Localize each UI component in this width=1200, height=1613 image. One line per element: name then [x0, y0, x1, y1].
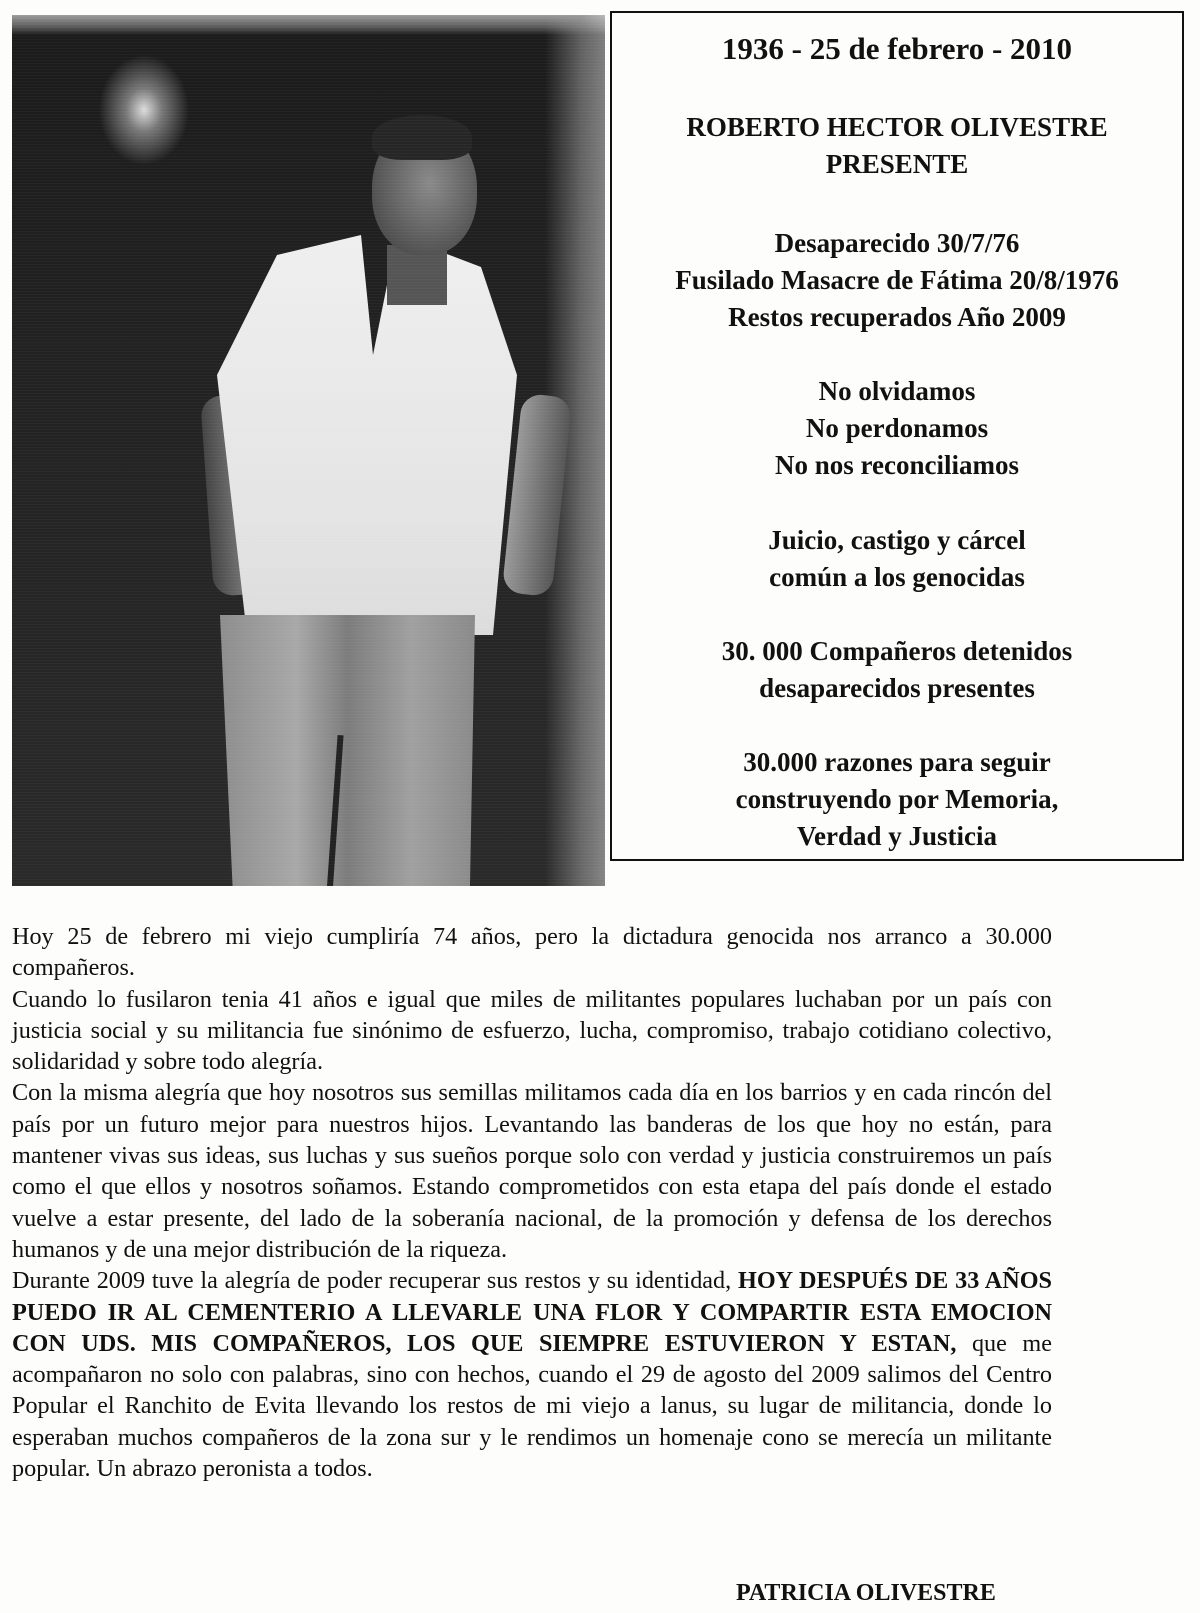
letter-final-emphasis: HOY DESPUÉS DE 33 AÑOS PUEDO IR AL CEMENTERIO A LLEVARLE UNA FLOR Y COMPARTIR ESTA EMOCION CON UDS. MIS COMPAÑEROS, LOS QUE SIEMPRE ESTUVIERON Y ESTAN,	[12, 1267, 1052, 1357]
photo-trousers	[220, 615, 475, 886]
razones-line: Verdad y Justicia	[796, 821, 998, 851]
letter-final-intro: Durante 2009 tuve la alegría de poder recuperar sus restos y su identidad,	[12, 1267, 738, 1295]
letter-signature: PATRICIA OLIVESTRE	[736, 1580, 996, 1606]
memorial-justice-block	[612, 522, 1182, 596]
justice-line: común a los genocidas	[769, 562, 1025, 592]
photo-white-shirt	[217, 235, 517, 635]
companeros-line: 30. 000 Compañeros detenidos	[721, 636, 1073, 666]
status-desaparecido: Desaparecido 30/7/76	[774, 228, 1020, 258]
memorial-box	[610, 11, 1184, 861]
memorial-dates: 1936 - 25 de febrero - 2010	[721, 31, 1073, 66]
memorial-razones-block	[612, 744, 1182, 855]
status-fusilado: Fusilado Masacre de Fátima 20/8/1976	[675, 265, 1119, 295]
letter-paragraph-final	[12, 1265, 1052, 1484]
memorial-status-block	[612, 225, 1182, 336]
slogan-line: No nos reconciliamos	[775, 450, 1019, 480]
memorial-name: ROBERTO HECTOR OLIVESTRE	[686, 112, 1108, 142]
memorial-companeros-block	[612, 633, 1182, 707]
slogan-line: No perdonamos	[805, 413, 989, 443]
photo-hair	[372, 115, 472, 160]
razones-line: construyendo por Memoria,	[735, 784, 1059, 814]
memorial-presente: PRESENTE	[825, 149, 969, 179]
justice-line: Juicio, castigo y cárcel	[768, 525, 1026, 555]
companeros-line: desaparecidos presentes	[759, 673, 1035, 703]
memorial-slogan-block	[612, 373, 1182, 484]
slogan-line: No olvidamos	[818, 376, 976, 406]
memorial-name-block	[612, 109, 1182, 183]
portrait-photo	[12, 15, 605, 886]
photo-tape-edge	[12, 15, 605, 35]
letter-final-rest: que me acompañaron no solo con palabras, sino con hechos, cuando el 29 de agosto del 2009 salimos del Centro Popular el Ranchito de Evita llevando los restos de mi viejo a lanus, su lugar de militancia, donde lo esperaban muchos compañeros de la zona sur y le rendimos un homenaje cono se merecía un militante popular. Un abrazo peronista a todos.	[12, 1329, 1052, 1483]
status-restos: Restos recuperados Año 2009	[728, 302, 1066, 332]
letter-paragraph: Cuando lo fusilaron tenia 41 años e igual que miles de militantes populares luchaban por un país con justicia social y su militancia fue sinónimo de esfuerzo, lucha, compromiso, trabajo cotidiano colectivo, solidaridad y sobre todo alegría.	[12, 985, 1052, 1076]
letter-paragraph: Con la misma alegría que hoy nosotros sus semillas militamos cada día en los barrios y en cada rincón del país por un futuro mejor para nuestros hijos. Levantando las banderas de los que hoy no están, para mantener vivas sus ideas, sus luchas y sus sueños porque solo con verdad y justicia construiremos un país como el que ellos y nosotros soñamos. Estando comprometidos con esta etapa del país donde el estado vuelve a estar presente, del lado de la soberanía nacional, de la promoción y defensa de los derechos humanos y de una mejor distribución de la riqueza.	[12, 1079, 1052, 1263]
razones-line: 30.000 razones para seguir	[743, 747, 1051, 777]
letter-body	[12, 921, 1052, 1484]
letter-paragraph: Hoy 25 de febrero mi viejo cumpliría 74 años, pero la dictadura genocida nos arranco a 30.000 compañeros.	[12, 923, 1052, 982]
